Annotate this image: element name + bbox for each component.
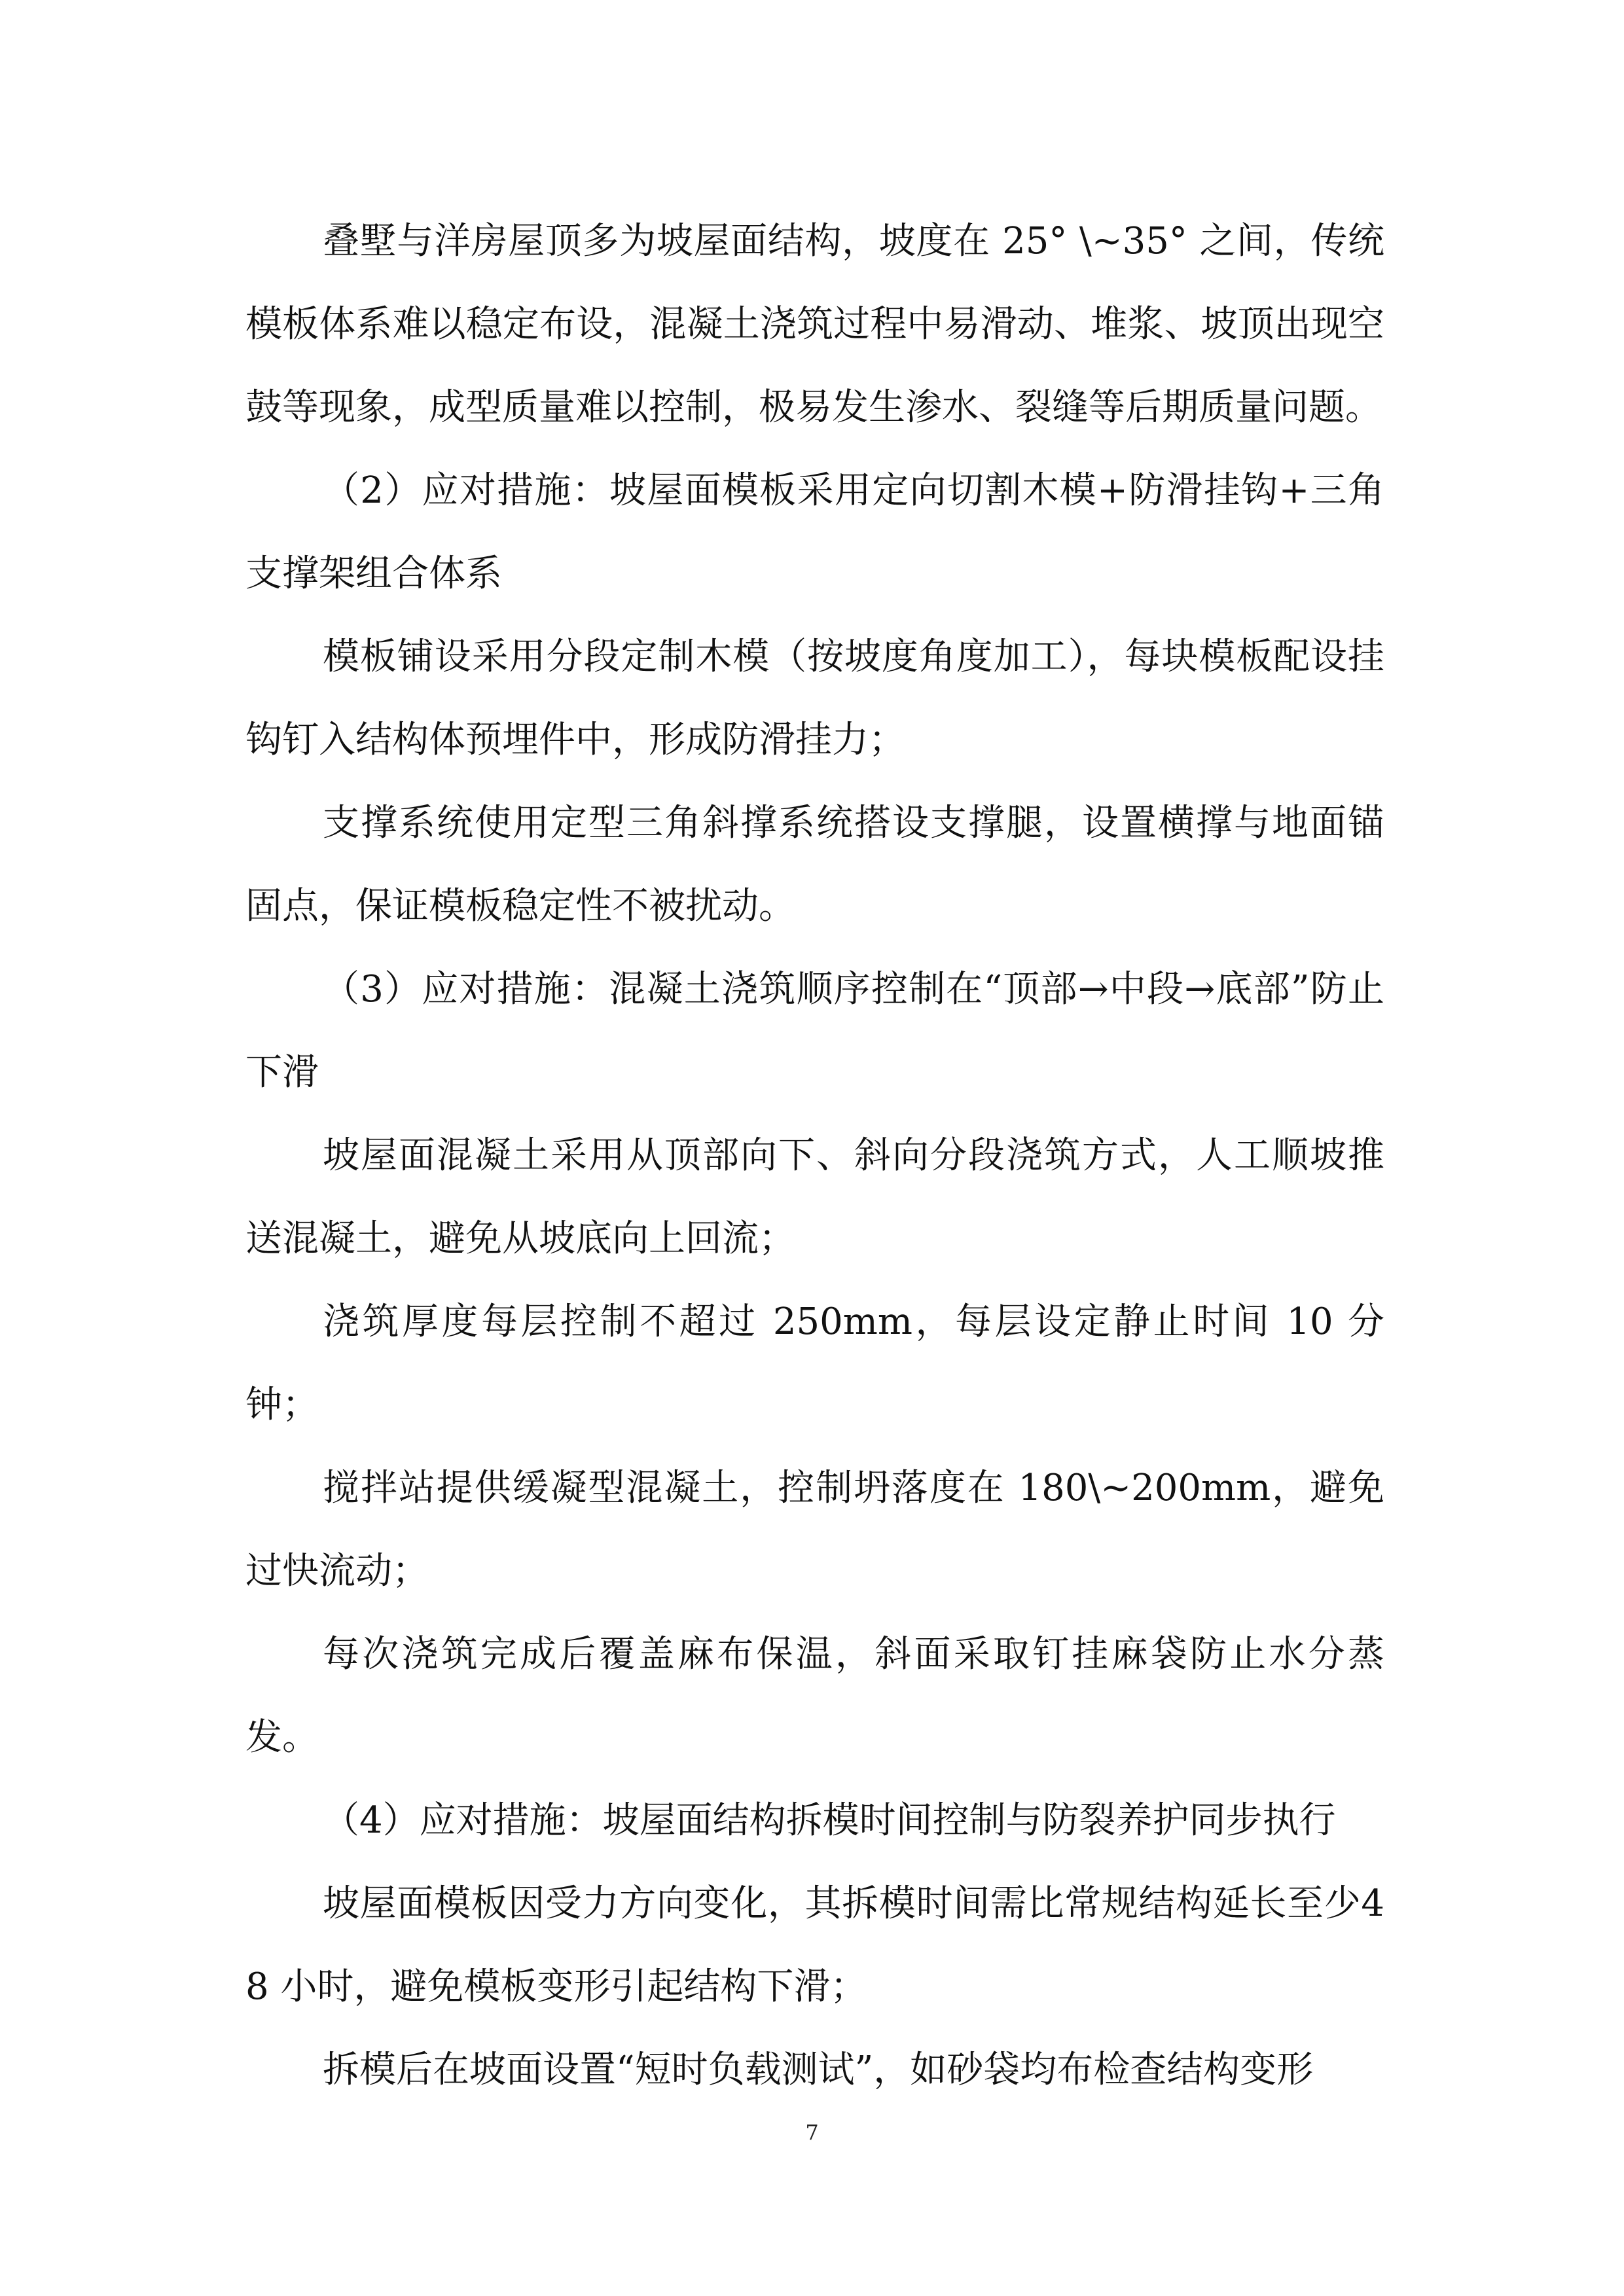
page-number: 7	[805, 2120, 819, 2145]
paragraph-curing-cover: 每次浇筑完成后覆盖麻布保温，斜面采取钉挂麻袋防止水分蒸发。	[245, 1633, 1384, 1759]
paragraph-measure-4-heading: （4）应对措施：坡屋面结构拆模时间控制与防裂养护同步执行	[323, 1799, 1336, 1842]
paragraph-support-system: 支撑系统使用定型三角斜撑系统搭设支撑腿，设置横撑与地面锚固点，保证模板稳定性不被扰动。	[245, 802, 1384, 927]
paragraph-measure-3-heading: （3）应对措施：混凝土浇筑顺序控制在“顶部→中段→底部”防止下滑	[245, 968, 1384, 1094]
paragraph-measure-2-heading: （2）应对措施：坡屋面模板采用定向切割木模+防滑挂钩+三角支撑架组合体系	[245, 469, 1384, 595]
body-text	[245, 200, 1384, 2111]
paragraph-roof-structure-problem: 叠墅与洋房屋顶多为坡屋面结构，坡度在 25° \~35° 之间，传统模板体系难以稳定布设，混凝土浇筑过程中易滑动、堆浆、坡顶出现空鼓等现象，成型质量难以控制，极易发生渗水、裂缝等后期质量问题。	[245, 220, 1384, 429]
paragraph-formwork-laying: 模板铺设采用分段定制木模（按坡度角度加工），每块模板配设挂钩钉入结构体预埋件中，形成防滑挂力；	[245, 636, 1384, 761]
paragraph-demolding-time: 坡屋面模板因受力方向变化，其拆模时间需比常规结构延长至少48 小时，避免模板变形引起结构下滑；	[245, 1882, 1384, 2008]
paragraph-pouring-thickness: 浇筑厚度每层控制不超过 250mm，每层设定静止时间 10 分钟；	[245, 1300, 1384, 1426]
paragraph-load-test: 拆模后在坡面设置“短时负载测试”，如砂袋均布检查结构变形	[323, 2049, 1314, 2091]
paragraph-pouring-method: 坡屋面混凝土采用从顶部向下、斜向分段浇筑方式，人工顺坡推送混凝土，避免从坡底向上回流；	[245, 1134, 1384, 1260]
paragraph-retarded-concrete: 搅拌站提供缓凝型混凝土，控制坍落度在 180\~200mm，避免过快流动；	[245, 1467, 1384, 1592]
